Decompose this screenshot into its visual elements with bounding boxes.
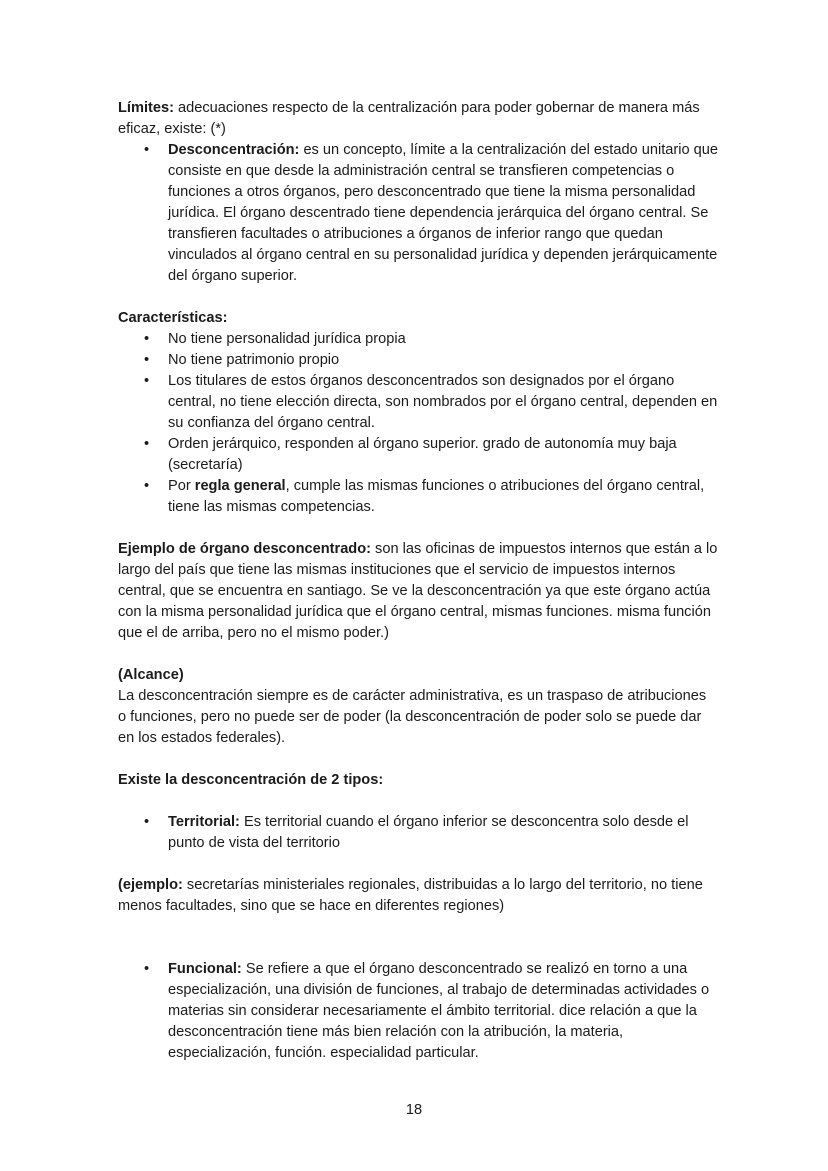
limites-label: Límites:: [118, 100, 174, 116]
funcional-text: Se refiere a que el órgano desconcentrado se realizó en torno a una especialización, una división de funciones, al trabajo de determinadas actividades o materias sin considerar necesariamente el ámbito territorial. dice relación a que la desconcentración tiene más bien relación con la atribución, la materia, especialización, función. especialidad particular.: [168, 961, 710, 1061]
limites-text: adecuaciones respecto de la centralización para poder gobernar de manera más eficaz, existe: (*): [118, 100, 700, 137]
desconcentracion-text: es un concepto, límite a la centralización del estado unitario que consiste en que desde la administración central se transfieren competencias o funciones a otros órganos, pero desconcentrado que tiene la misma personalidad jurídica. El órgano descentrado tiene dependencia jerárquica del órgano central. Se transfieren facultades o atribuciones a órganos de inferior rango que quedan vinculados al órgano central en su personalidad jurídica y dependen jerárquicamente del órgano superior.: [168, 142, 718, 284]
list-item: • Los titulares de estos órganos desconcentrados son designados por el órgano central, no tiene elección directa, son nombrados por el órgano central, dependen en su confianza del órgano central.: [168, 371, 718, 434]
limites-paragraph: [118, 98, 718, 140]
alcance-paragraph: La desconcentración siempre es de carácter administrativa, es un traspaso de atribuciones o funciones, pero no puede ser de poder (la desconcentración de poder solo se puede dar en los estados federales).: [118, 688, 707, 746]
territorial-text: Es territorial cuando el órgano inferior se desconcentra solo desde el punto de vista del territorio: [168, 814, 689, 851]
territorial-list: [118, 812, 718, 854]
list-item: • No tiene personalidad jurídica propia: [168, 329, 718, 350]
desconcentracion-list: [118, 140, 718, 287]
document-body: [118, 98, 718, 1064]
territorial-label: Territorial:: [168, 814, 240, 830]
desconcentracion-label: Desconcentración:: [168, 142, 300, 158]
list-item-text: Por: [168, 478, 195, 494]
list-item: • Orden jerárquico, responden al órgano superior. grado de autonomía muy baja (secretaría): [168, 434, 718, 476]
list-item: [168, 140, 718, 287]
list-item: [168, 476, 718, 518]
alcance-heading: [118, 665, 718, 686]
tipos-heading: [118, 770, 718, 791]
tipos-heading-text: Existe la desconcentración de 2 tipos:: [118, 772, 384, 788]
list-item: [168, 959, 718, 1064]
alcance-heading-text: (Alcance): [118, 667, 184, 683]
caracteristicas-heading: [118, 308, 718, 329]
caracteristicas-heading-text: Características:: [118, 310, 228, 326]
ejemplo-text: son las oficinas de impuestos internos que están a lo largo del país que tiene las mismas instituciones que el servicio de impuestos internos central, que se encuentra en santiago. Se ve la desconcentración ya que este órgano actúa con la misma personalidad jurídica que el órgano central, mismas funciones. misma función que el de arriba, pero no el mismo poder.): [118, 541, 718, 641]
ejemplo-inline-label: (ejemplo:: [118, 877, 183, 893]
territorial-ejemplo: [118, 875, 718, 917]
ejemplo-paragraph: [118, 539, 718, 644]
ejemplo-label: Ejemplo de órgano desconcentrado:: [118, 541, 371, 557]
ejemplo-inline-text: secretarías ministeriales regionales, distribuidas a lo largo del territorio, no tiene menos facultades, sino que se hace en diferentes regiones): [118, 877, 703, 914]
caracteristicas-list: [118, 329, 718, 518]
page-number: 18: [405, 1102, 423, 1118]
list-item-text: , cumple las mismas funciones o atribuciones del órgano central, tiene las mismas competencias.: [168, 478, 705, 515]
list-item: [168, 812, 718, 854]
regla-general-bold: regla general: [194, 478, 286, 494]
funcional-list: [118, 959, 718, 1064]
list-item: • No tiene patrimonio propio: [168, 350, 718, 371]
funcional-label: Funcional:: [168, 961, 242, 977]
